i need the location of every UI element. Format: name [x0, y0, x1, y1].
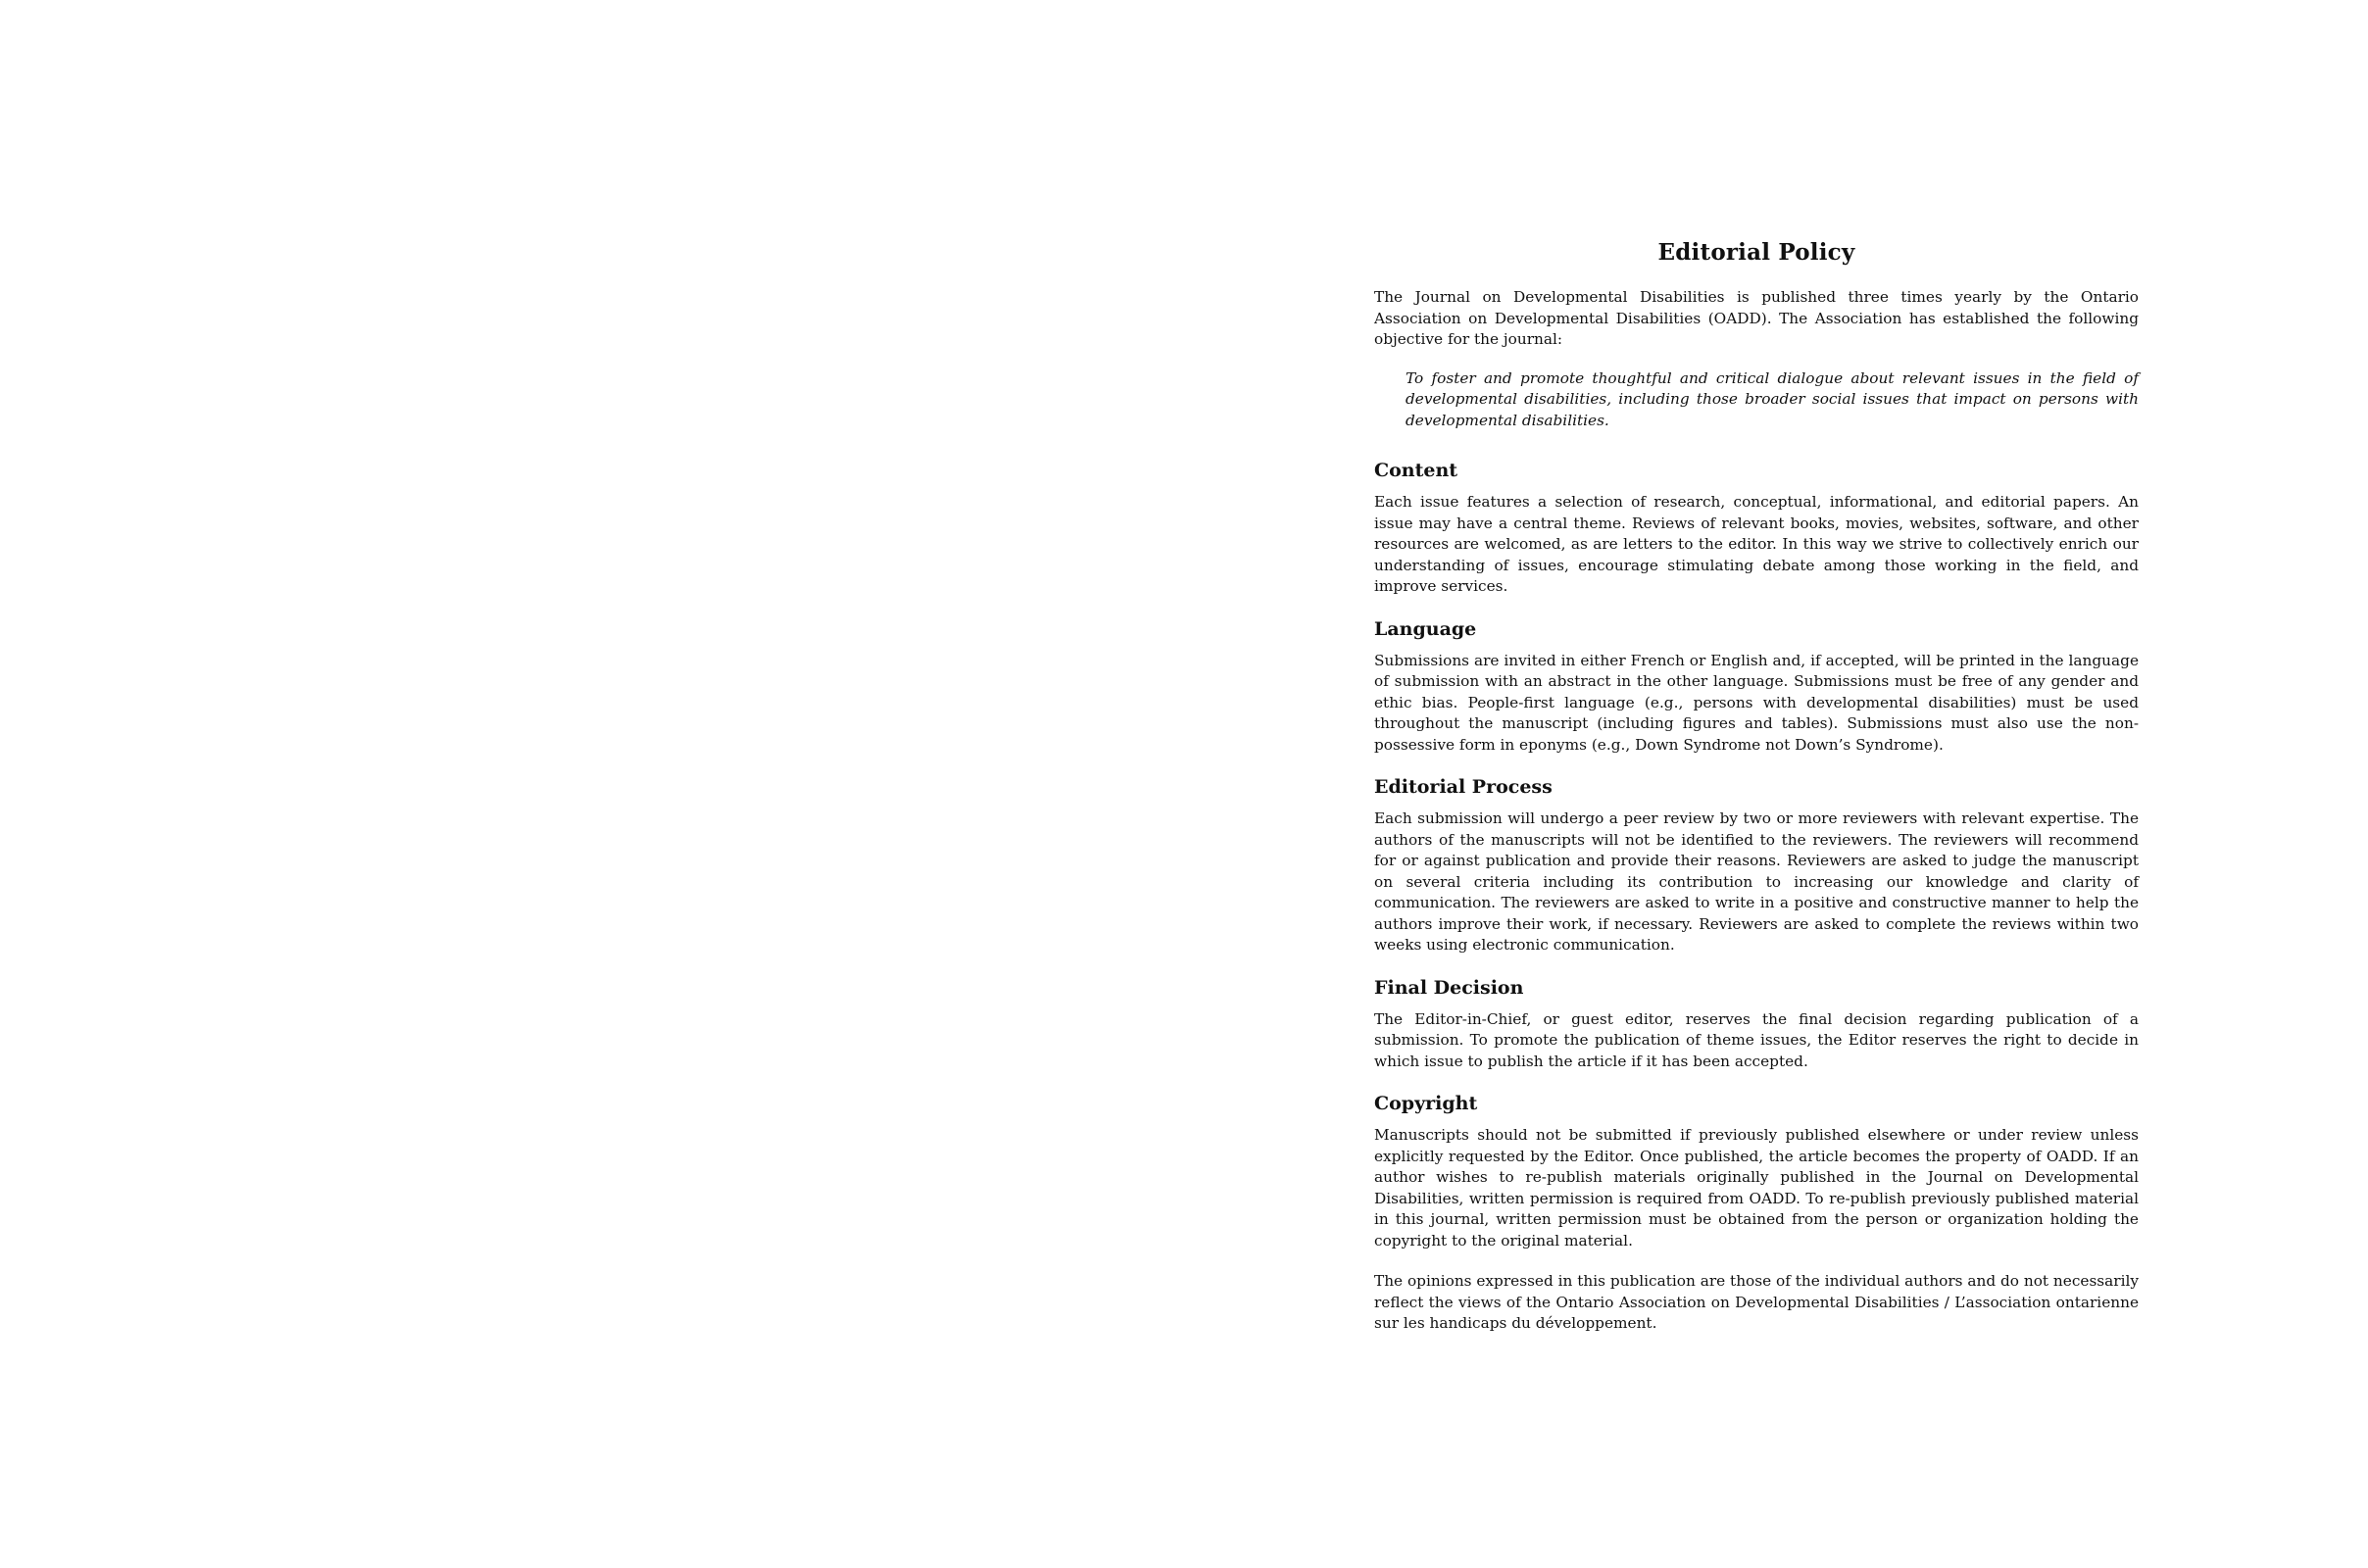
section-heading-final-decision: Final Decision — [1374, 976, 1524, 999]
section-body-language: Submissions are invited in either French or English and, if accepted, will be printed in the language of submission with an abstract in the other language. Submissions must be free of any gender and ethic bias. People-first language (e.g., persons with developmental disabilities) must be used throughout the manuscript (including figures and tables). Submissions must also use the non-possessive form in eponyms (e.g., Down Syndrome not Down’s Syndrome). — [1374, 651, 2139, 754]
section-editorial-process — [1374, 775, 2139, 956]
intro-paragraph: The Journal on Developmental Disabilities is published three times yearly by the Ontario Association on Developmental Disabilities (OADD). The Association has established the following objective for the journal: — [1374, 288, 2139, 348]
section-final-decision — [1374, 976, 2139, 1073]
disclaimer-paragraph: The opinions expressed in this publication are those of the individual authors and do not necessarily reflect the views of the Ontario Association on Developmental Disabilities / L’association ontarienne sur les handicaps du développement. — [1374, 1272, 2140, 1332]
section-heading-editorial-process: Editorial Process — [1374, 776, 1553, 798]
section-body-copyright: Manuscripts should not be submitted if previously published elsewhere or under review unless explicitly requested by the Editor. Once published, the article becomes the property of OADD. If an author wishes to re-publish materials originally published in the Journal on Developmental Disabilities, written permission is required from OADD. To re-publish previously published material in this journal, written permission must be obtained from the person or organization holding the copyright to the original material. — [1374, 1126, 2139, 1250]
section-heading-language: Language — [1374, 617, 1477, 640]
section-language — [1374, 617, 2139, 757]
objective-quote: To foster and promote thoughtful and critical dialogue about relevant issues in the field of developmental disabilities, including those broader social issues that impact on persons with developmental disabilities. — [1406, 368, 2139, 429]
section-heading-copyright: Copyright — [1374, 1093, 1478, 1114]
section-heading-content: Content — [1374, 460, 1458, 481]
section-content — [1374, 459, 2139, 598]
editorial-policy-content — [1374, 239, 2139, 1335]
page-title: Editorial Policy — [1657, 239, 1855, 266]
section-body-editorial-process: Each submission will undergo a peer review by two or more reviewers with relevant expertise. The authors of the manuscripts will not be identified to the reviewers. The reviewers will recommend for or against publication and provide their reasons. Reviewers are asked to judge the manuscript on several criteria including its contribution to increasing our knowledge and clarity of communication. The reviewers are asked to write in a positive and constructive manner to help the authors improve their work, if necessary. Reviewers are asked to complete the reviews within two weeks using electronic communication. — [1374, 809, 2139, 954]
section-body-content: Each issue features a selection of research, conceptual, informational, and editorial papers. An issue may have a central theme. Reviews of relevant books, movies, websites, software, and other resources are welcomed, as are letters to the editor. In this way we strive to collectively enrich our understanding of issues, encourage stimulating debate among those working in the field, and improve services. — [1374, 493, 2139, 595]
section-body-final-decision: The Editor-in-Chief, or guest editor, reserves the final decision regarding publication of a submission. To promote the publication of theme issues, the Editor reserves the right to decide in which issue to publish the article if it has been accepted. — [1374, 1009, 2139, 1070]
section-copyright — [1374, 1092, 2139, 1251]
right-page — [1184, 0, 2368, 1568]
